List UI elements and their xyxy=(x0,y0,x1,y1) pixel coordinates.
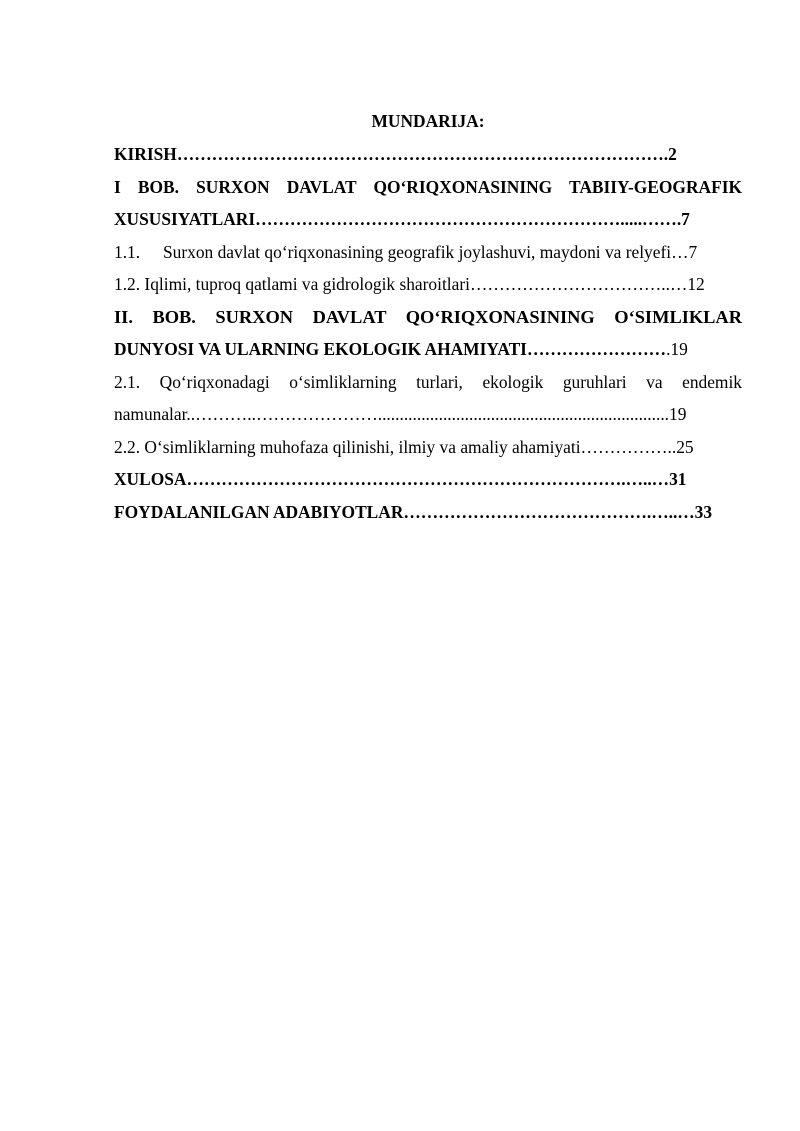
toc-entry-page: .19 xyxy=(666,339,688,359)
toc-entry-chapter1-title[interactable] xyxy=(114,171,742,204)
toc-entry-2-1-cont[interactable] xyxy=(114,398,742,431)
toc-entry-kirish[interactable] xyxy=(114,138,742,171)
toc-entry-1-2[interactable] xyxy=(114,268,742,301)
toc-entry-chapter2-title-cont[interactable] xyxy=(114,333,742,366)
toc-entry-2-2[interactable] xyxy=(114,431,742,464)
toc-entry-text: DUNYOSI VA ULARNING EKOLOGIK AHAMIYATI…………………… xyxy=(114,339,667,359)
toc-entry-text: II. BOB. SURXON DAVLAT QO‘RIQXONASINING O‘SIMLIKLAR xyxy=(114,306,742,327)
toc-entry-chapter2-title[interactable] xyxy=(114,301,742,334)
toc-entry-text: KIRISH………………………………………………………………………….2 xyxy=(114,144,677,164)
toc-entry-text: namunalar..………..…………………...................................................................19 xyxy=(114,404,687,424)
toc-entry-adabiyotlar[interactable] xyxy=(114,496,742,529)
toc-entry-chapter1-title-cont[interactable] xyxy=(114,203,742,236)
toc-entry-1-1[interactable] xyxy=(114,236,742,269)
toc-entry-text: 2.2. O‘simliklarning muhofaza qilinishi, ilmiy va amaliy ahamiyati……………..25 xyxy=(114,436,694,457)
toc-entry-text: Surxon davlat qo‘riqxonasining geografik joylashuvi, maydoni va relyefi…7 xyxy=(163,241,698,262)
toc-entry-text: FOYDALANILGAN ADABIYOTLAR…………………………………….…..…33 xyxy=(114,501,713,522)
toc-entry-text: 2.1. Qo‘riqxonadagi o‘simliklarning turlari, ekologik guruhlari va endemik xyxy=(114,371,742,392)
toc-entry-text: 1.2. Iqlimi, tuproq qatlami va gidrologik sharoitlari……………………………..…12 xyxy=(114,274,705,294)
toc-entry-text: XULOSA………………………………………………………………….…..…31 xyxy=(114,469,687,489)
table-of-contents xyxy=(114,108,742,528)
toc-entry-xulosa[interactable] xyxy=(114,463,742,496)
toc-entry-2-1[interactable] xyxy=(114,366,742,399)
toc-heading: MUNDARIJA: xyxy=(371,111,485,131)
toc-entry-number: 1.1. xyxy=(114,241,141,262)
toc-entry-text: XUSUSIYATLARI……………………………………………………….....…….7 xyxy=(114,209,690,229)
toc-entry-text: I BOB. SURXON DAVLAT QO‘RIQXONASINING TABIIY-GEOGRAFIK xyxy=(114,176,742,197)
